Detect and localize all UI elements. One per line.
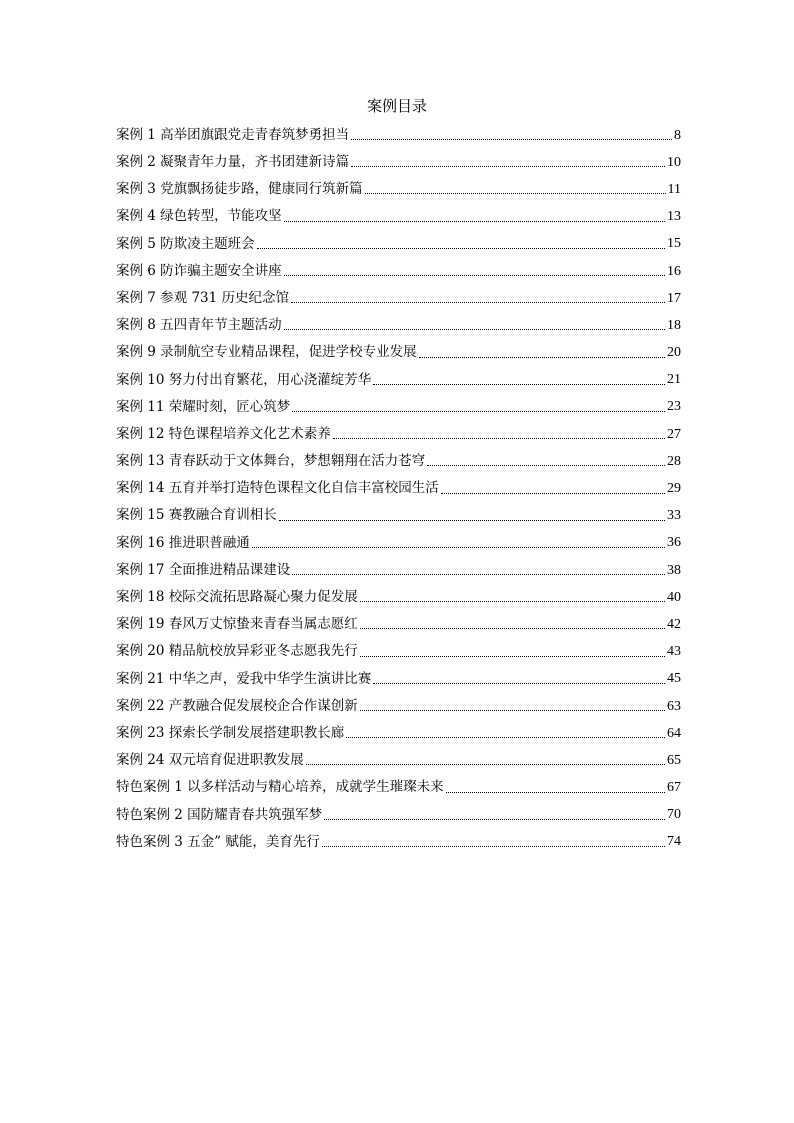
toc-entry[interactable] (116, 285, 681, 312)
toc-entry-page-number: 38 (667, 562, 681, 578)
toc-entry[interactable] (116, 639, 681, 666)
toc-dot-leader (427, 465, 665, 466)
toc-entry-page-number: 21 (667, 372, 681, 388)
toc-entry-page-number: 45 (667, 671, 681, 687)
toc-entry-label: 案例 8 五四青年节主题活动 (116, 317, 282, 334)
toc-entry-page-number: 43 (667, 644, 681, 660)
toc-entry[interactable] (116, 448, 681, 475)
toc-entry-page-number: 29 (667, 481, 681, 497)
toc-entry-label: 案例 7 参观 731 历史纪念馆 (116, 289, 290, 306)
toc-entry[interactable] (116, 775, 681, 802)
toc-entry-page-number: 42 (667, 616, 681, 632)
toc-entry-label: 特色案例 1 以多样活动与精心培养，成就学生璀璨未来 (116, 779, 444, 796)
toc-entry-label: 案例 16 推进职普融通 (116, 534, 250, 551)
toc-dot-leader (284, 329, 665, 330)
toc-entry-page-number: 20 (667, 345, 681, 361)
toc-entry-label: 案例 10 努力付出育繁花，用心浇灌绽芳华 (116, 371, 372, 388)
toc-dot-leader (360, 601, 665, 602)
toc-entry[interactable] (116, 421, 681, 448)
toc-entry-label: 案例 23 探索长学制发展搭建职教长廊 (116, 724, 345, 741)
toc-list (116, 122, 681, 856)
toc-dot-leader (373, 683, 665, 684)
toc-entry-page-number: 16 (667, 263, 681, 279)
toc-dot-leader (252, 547, 665, 548)
toc-dot-leader (333, 438, 665, 439)
toc-entry-page-number: 8 (674, 127, 681, 143)
toc-entry-page-number: 36 (667, 535, 681, 551)
toc-entry-page-number: 40 (667, 589, 681, 605)
toc-entry[interactable] (116, 747, 681, 774)
toc-dot-leader (324, 819, 665, 820)
toc-dot-leader (351, 166, 665, 167)
toc-dot-leader (306, 764, 665, 765)
toc-entry-label: 案例 9 录制航空专业精品课程，促进学校专业发展 (116, 344, 417, 361)
toc-entry-label: 特色案例 2 国防耀青春共筑强军梦 (116, 806, 323, 823)
toc-entry[interactable] (116, 557, 681, 584)
toc-entry[interactable] (116, 475, 681, 502)
toc-entry-label: 案例 20 精品航校放异彩亚冬志愿我先行 (116, 643, 358, 660)
toc-entry[interactable] (116, 584, 681, 611)
toc-dot-leader (373, 384, 665, 385)
toc-entry-label: 案例 5 防欺凌主题班会 (116, 235, 255, 252)
toc-entry[interactable] (116, 802, 681, 829)
toc-entry[interactable] (116, 611, 681, 638)
toc-entry-page-number: 28 (667, 453, 681, 469)
toc-dot-leader (292, 411, 665, 412)
toc-dot-leader (360, 628, 665, 629)
toc-entry-label: 案例 4 绿色转型，节能攻坚 (116, 208, 282, 225)
toc-entry[interactable] (116, 231, 681, 258)
toc-entry[interactable] (116, 394, 681, 421)
toc-entry-label: 案例 2 凝聚青年力量，齐书团建新诗篇 (116, 154, 350, 171)
toc-dot-leader (365, 193, 666, 194)
toc-dot-leader (446, 792, 665, 793)
toc-dot-leader (441, 493, 665, 494)
toc-dot-leader (291, 302, 665, 303)
toc-entry[interactable] (116, 312, 681, 339)
toc-entry[interactable] (116, 176, 681, 203)
toc-entry-label: 案例 24 双元培育促进职教发展 (116, 752, 304, 769)
toc-entry-page-number: 67 (667, 780, 681, 796)
toc-entry-page-number: 23 (667, 399, 681, 415)
toc-entry-page-number: 15 (667, 236, 681, 252)
toc-entry-page-number: 17 (667, 290, 681, 306)
toc-entry[interactable] (116, 204, 681, 231)
toc-dot-leader (279, 520, 665, 521)
toc-entry[interactable] (116, 258, 681, 285)
toc-dot-leader (346, 737, 665, 738)
toc-dot-leader (284, 221, 665, 222)
toc-entry-page-number: 18 (667, 317, 681, 333)
toc-entry-label: 案例 14 五育并举打造特色课程文化自信丰富校园生活 (116, 480, 439, 497)
toc-dot-leader (419, 357, 665, 358)
toc-entry[interactable] (116, 340, 681, 367)
toc-entry-page-number: 11 (667, 181, 681, 197)
toc-entry-label: 案例 12 特色课程培养文化艺术素养 (116, 425, 331, 442)
toc-entry-label: 案例 19 春风万丈惊蛰来青春当属志愿红 (116, 616, 358, 633)
toc-entry[interactable] (116, 693, 681, 720)
toc-dot-leader (360, 710, 665, 711)
toc-entry-page-number: 27 (667, 426, 681, 442)
toc-entry-label: 案例 6 防诈骗主题安全讲座 (116, 262, 282, 279)
toc-entry-label: 特色案例 3 五金” 赋能，美育先行 (116, 833, 320, 850)
toc-entry-page-number: 64 (667, 725, 681, 741)
toc-entry[interactable] (116, 122, 681, 149)
toc-entry[interactable] (116, 367, 681, 394)
toc-entry[interactable] (116, 503, 681, 530)
toc-entry-label: 案例 21 中华之声，爱我中华学生演讲比赛 (116, 670, 372, 687)
toc-dot-leader (360, 656, 665, 657)
toc-entry[interactable] (116, 720, 681, 747)
toc-entry-label: 案例 3 党旗飘扬徒步路，健康同行筑新篇 (116, 181, 363, 198)
toc-entry[interactable] (116, 149, 681, 176)
toc-entry-page-number: 74 (667, 834, 681, 850)
toc-dot-leader (351, 139, 672, 140)
toc-entry-page-number: 33 (667, 508, 681, 524)
toc-entry[interactable] (116, 530, 681, 557)
toc-entry-page-number: 70 (667, 807, 681, 823)
toc-entry-label: 案例 15 赛教融合育训相长 (116, 507, 277, 524)
toc-entry-label: 案例 17 全面推进精品课建设 (116, 561, 291, 578)
toc-entry-label: 案例 22 产教融合促发展校企合作谋创新 (116, 697, 358, 714)
toc-entry-label: 案例 1 高举团旗跟党走青春筑梦勇担当 (116, 126, 350, 143)
toc-entry-label: 案例 11 荣耀时刻，匠心筑梦 (116, 398, 291, 415)
toc-entry-page-number: 13 (667, 209, 681, 225)
toc-dot-leader (322, 846, 665, 847)
toc-entry-page-number: 65 (667, 752, 681, 768)
toc-entry-label: 案例 18 校际交流拓思路凝心聚力促发展 (116, 589, 358, 606)
toc-entry[interactable] (116, 666, 681, 693)
toc-entry-page-number: 63 (667, 698, 681, 714)
toc-title: 案例目录 (366, 97, 427, 115)
toc-entry-label: 案例 13 青春跃动于文体舞台，梦想翱翔在活力苍穹 (116, 453, 426, 470)
toc-dot-leader (284, 275, 665, 276)
toc-dot-leader (292, 574, 665, 575)
toc-entry[interactable] (116, 829, 681, 856)
toc-dot-leader (257, 248, 665, 249)
toc-entry-page-number: 10 (667, 154, 681, 170)
